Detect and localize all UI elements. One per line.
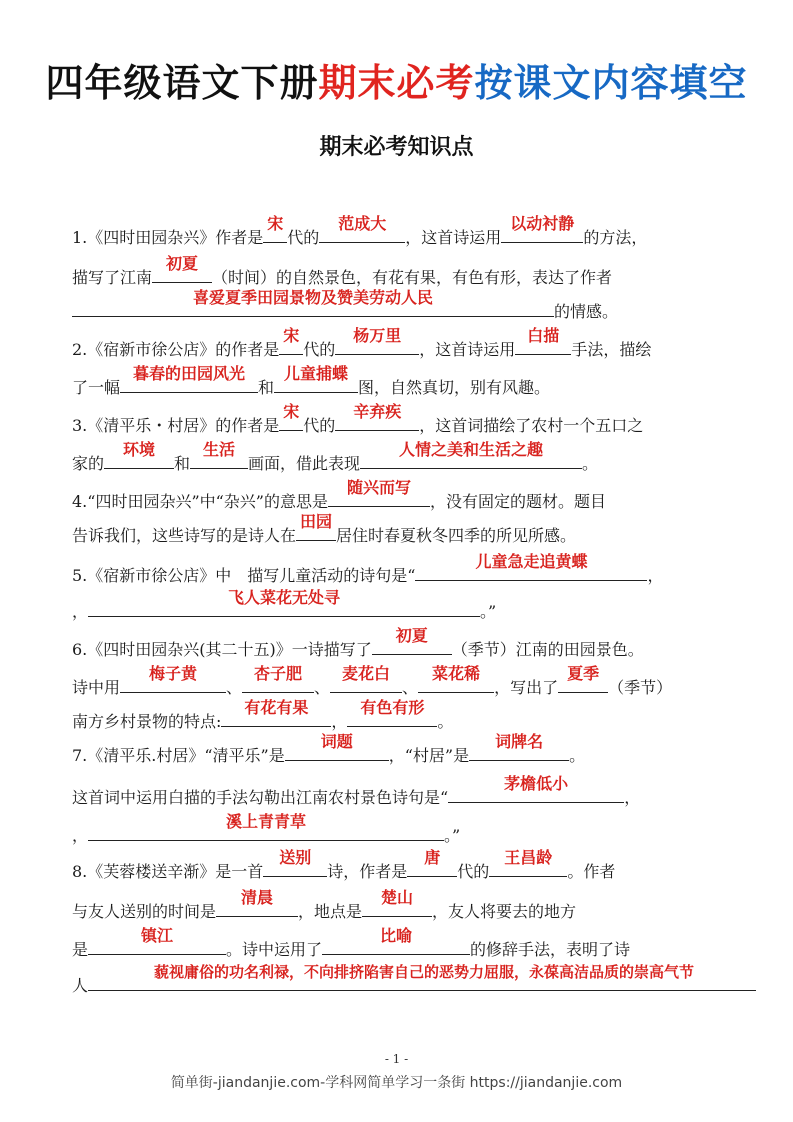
answer-blank <box>285 732 389 761</box>
answer: 比喻 <box>380 926 413 945</box>
question-text: 7.《清平乐.村居》“清平乐”是 <box>72 746 285 765</box>
q7-line1 <box>72 732 732 768</box>
question-text: ， <box>72 826 89 845</box>
footer-source: 简单街-jiandanjie.com-学科网简单学习一条街 https://jiandanjie.com <box>170 1075 623 1091</box>
answer-blank <box>360 440 582 469</box>
answer-blank <box>407 848 457 877</box>
q3-line1 <box>72 402 732 438</box>
answer-blank <box>328 478 430 507</box>
question-text: 3.《清平乐・村居》的作者是 <box>72 416 280 435</box>
q2-line2 <box>72 364 732 400</box>
question-text: 。 <box>437 712 454 731</box>
page-number: - 1 - <box>384 1052 409 1066</box>
q1-line3 <box>72 288 732 324</box>
answer-blank <box>152 254 212 283</box>
answer: 梅子黄 <box>149 664 198 683</box>
answer-blank <box>88 812 444 841</box>
title-part-blue: 按课文内容填空 <box>474 61 748 105</box>
answer: 杨万里 <box>353 326 402 345</box>
question-text: ， <box>331 712 348 731</box>
answer: 人情之美和生活之趣 <box>399 440 544 459</box>
answer-blank <box>242 664 314 693</box>
title-part-black: 四年级语文下册 <box>45 61 319 105</box>
q2-line1 <box>72 326 732 362</box>
question-text: ，“村居”是 <box>388 746 470 765</box>
question-text: 5.《宿新市徐公店》中 描写儿童活动的诗句是“ <box>72 566 416 585</box>
question-text: （季节）江南的田园景色。 <box>451 640 644 659</box>
answer-blank <box>88 926 226 955</box>
q1-line1 <box>72 214 732 250</box>
answer: 有色有形 <box>360 698 425 717</box>
answer: 杏子肥 <box>254 664 303 683</box>
answer: 唐 <box>424 848 441 867</box>
q7-line2 <box>72 774 732 810</box>
answer-blank <box>418 664 494 693</box>
answer: 初夏 <box>395 626 428 645</box>
question-text: 人 <box>72 976 89 995</box>
page-title <box>0 52 793 107</box>
question-text: 手法，描绘 <box>571 340 652 359</box>
question-text: ，这首诗运用 <box>405 228 502 247</box>
answer: 词牌名 <box>495 732 544 751</box>
answer-blank <box>347 698 437 727</box>
answer-blank <box>120 364 258 393</box>
question-text: 、 <box>226 678 243 697</box>
question-text: 和 <box>258 378 275 397</box>
question-text: 和 <box>174 454 191 473</box>
answer: 夏季 <box>567 664 600 683</box>
answer-blank <box>322 926 470 955</box>
answer-blank <box>448 774 624 803</box>
question-text: 告诉我们，这些诗写的是诗人在 <box>72 526 297 545</box>
answer: 楚山 <box>381 888 414 907</box>
answer-blank <box>263 848 327 877</box>
question-text: 居住时春夏秋冬四季的所见所感。 <box>336 526 577 545</box>
question-text: ，友人将要去的地方 <box>432 902 577 921</box>
answer-blank <box>120 664 226 693</box>
answer-blank <box>362 888 432 917</box>
question-text: 。 <box>569 746 586 765</box>
q8-line3 <box>72 926 732 962</box>
answer-blank <box>415 552 647 581</box>
question-text: 。作者 <box>567 862 616 881</box>
question-text: ，这首词描绘了农村一个五口之 <box>419 416 644 435</box>
answer-blank <box>221 698 331 727</box>
question-text: （季节） <box>608 678 673 697</box>
answer: 宋 <box>267 214 284 233</box>
answer-blank <box>72 288 554 317</box>
answer: 暮春的田园风光 <box>133 364 246 383</box>
question-text: ， <box>72 602 89 621</box>
answer: 范成大 <box>338 214 387 233</box>
answer-blank <box>274 364 358 393</box>
question-text: 。” <box>444 826 461 845</box>
question-text: 6.《四时田园杂兴(其二十五)》一诗描写了 <box>72 640 372 659</box>
answer-blank <box>88 963 756 991</box>
question-text: 1.《四时田园杂兴》作者是 <box>72 228 264 247</box>
answer: 喜爱夏季田园景物及赞美劳动人民 <box>192 288 433 307</box>
answer: 环境 <box>123 440 156 459</box>
q8-line1 <box>72 848 732 884</box>
answer-blank <box>190 440 248 469</box>
question-text: 这首词中运用白描的手法勾勒出江南农村景色诗句是“ <box>72 788 449 807</box>
answer-blank <box>515 326 571 355</box>
question-text: 。 <box>582 454 599 473</box>
q8-line2 <box>72 888 732 924</box>
answer: 白描 <box>527 326 560 345</box>
answer: 生活 <box>203 440 236 459</box>
answer-blank <box>469 732 569 761</box>
q3-line2 <box>72 440 732 476</box>
answer: 随兴而写 <box>346 478 411 497</box>
question-text: 是 <box>72 940 89 959</box>
question-text: 南方乡村景物的特点: <box>72 712 222 731</box>
answer-blank <box>372 626 452 655</box>
answer-blank <box>501 214 583 243</box>
answer-blank <box>335 402 419 431</box>
answer: 以动衬静 <box>510 214 575 233</box>
answer: 送别 <box>279 848 312 867</box>
question-text: 代的 <box>303 416 336 435</box>
q6-line1 <box>72 626 732 662</box>
answer: 有花有果 <box>244 698 309 717</box>
question-text: 代的 <box>303 340 336 359</box>
q8-line4 <box>72 963 782 998</box>
question-text: 家的 <box>72 454 105 473</box>
question-text: ，写出了 <box>494 678 559 697</box>
answer-blank <box>489 848 567 877</box>
answer: 儿童捕蝶 <box>284 364 349 383</box>
question-text: ，这首诗运用 <box>419 340 516 359</box>
answer-blank <box>335 326 419 355</box>
question-text: 的情感。 <box>554 302 619 321</box>
answer-blank <box>279 326 303 355</box>
q4-line2 <box>72 512 732 548</box>
question-text: ，没有固定的题材。题目 <box>430 492 607 511</box>
answer-blank <box>263 214 287 243</box>
question-text: 图，自然真切，别有风趣。 <box>358 378 551 397</box>
answer-blank <box>558 664 608 693</box>
question-text: 、 <box>402 678 419 697</box>
answer: 清晨 <box>241 888 274 907</box>
answer: 菜花稀 <box>432 664 481 683</box>
answer: 茅檐低小 <box>504 774 569 793</box>
answer: 飞人菜花无处寻 <box>228 588 341 607</box>
answer: 田园 <box>300 512 333 531</box>
question-text: 。诗中运用了 <box>226 940 323 959</box>
answer: 词题 <box>320 732 353 751</box>
answer-blank <box>216 888 298 917</box>
question-text: 代的 <box>287 228 320 247</box>
question-text: 、 <box>314 678 331 697</box>
q7-line3 <box>72 812 732 848</box>
title-part-red: 期末必考 <box>318 61 475 105</box>
answer: 镇江 <box>141 926 174 945</box>
question-text: 诗中用 <box>72 678 121 697</box>
question-text: 了一幅 <box>72 378 121 397</box>
question-text: ，地点是 <box>298 902 363 921</box>
question-text: 的修辞手法，表明了诗 <box>470 940 631 959</box>
answer: 初夏 <box>166 254 199 273</box>
question-text: 代的 <box>457 862 490 881</box>
answer-blank <box>319 214 405 243</box>
page-subtitle: 期末必考知识点 <box>319 135 474 160</box>
answer: 儿童急走追黄蝶 <box>475 552 588 571</box>
answer-blank <box>330 664 402 693</box>
question-text: 描写了江南 <box>72 268 153 287</box>
q6-line3 <box>72 698 732 734</box>
answer: 宋 <box>283 402 300 421</box>
answer: 藐视庸俗的功名利禄，不向排挤陷害自己的恶势力屈服，永葆高洁品质的崇高气节 <box>154 963 695 981</box>
question-text: 4.“四时田园杂兴”中“杂兴”的意思是 <box>72 492 328 511</box>
question-text: 的方法， <box>583 228 648 247</box>
q4-line1 <box>72 478 732 514</box>
question-text: 诗，作者是 <box>327 862 408 881</box>
answer-blank <box>104 440 174 469</box>
question-text: 8.《芙蓉楼送辛渐》是一首 <box>72 862 264 881</box>
question-text: （时间）的自然景色，有花有果，有色有形，表达了作者 <box>212 268 613 287</box>
answer: 王昌龄 <box>504 848 553 867</box>
answer: 宋 <box>283 326 300 345</box>
q5-line2 <box>72 588 732 624</box>
answer: 麦花白 <box>342 664 391 683</box>
q5-line1 <box>72 552 732 588</box>
question-text: 。” <box>480 602 497 621</box>
answer: 辛弃疾 <box>353 402 402 421</box>
question-text: ， <box>647 566 664 585</box>
answer: 溪上青青草 <box>226 812 307 831</box>
question-text: ， <box>624 788 641 807</box>
answer-blank <box>88 588 480 617</box>
question-text: 与友人送别的时间是 <box>72 902 217 921</box>
answer-blank <box>279 402 303 431</box>
question-text: 画面，借此表现 <box>248 454 361 473</box>
answer-blank <box>296 512 336 541</box>
question-text: 2.《宿新市徐公店》的作者是 <box>72 340 280 359</box>
